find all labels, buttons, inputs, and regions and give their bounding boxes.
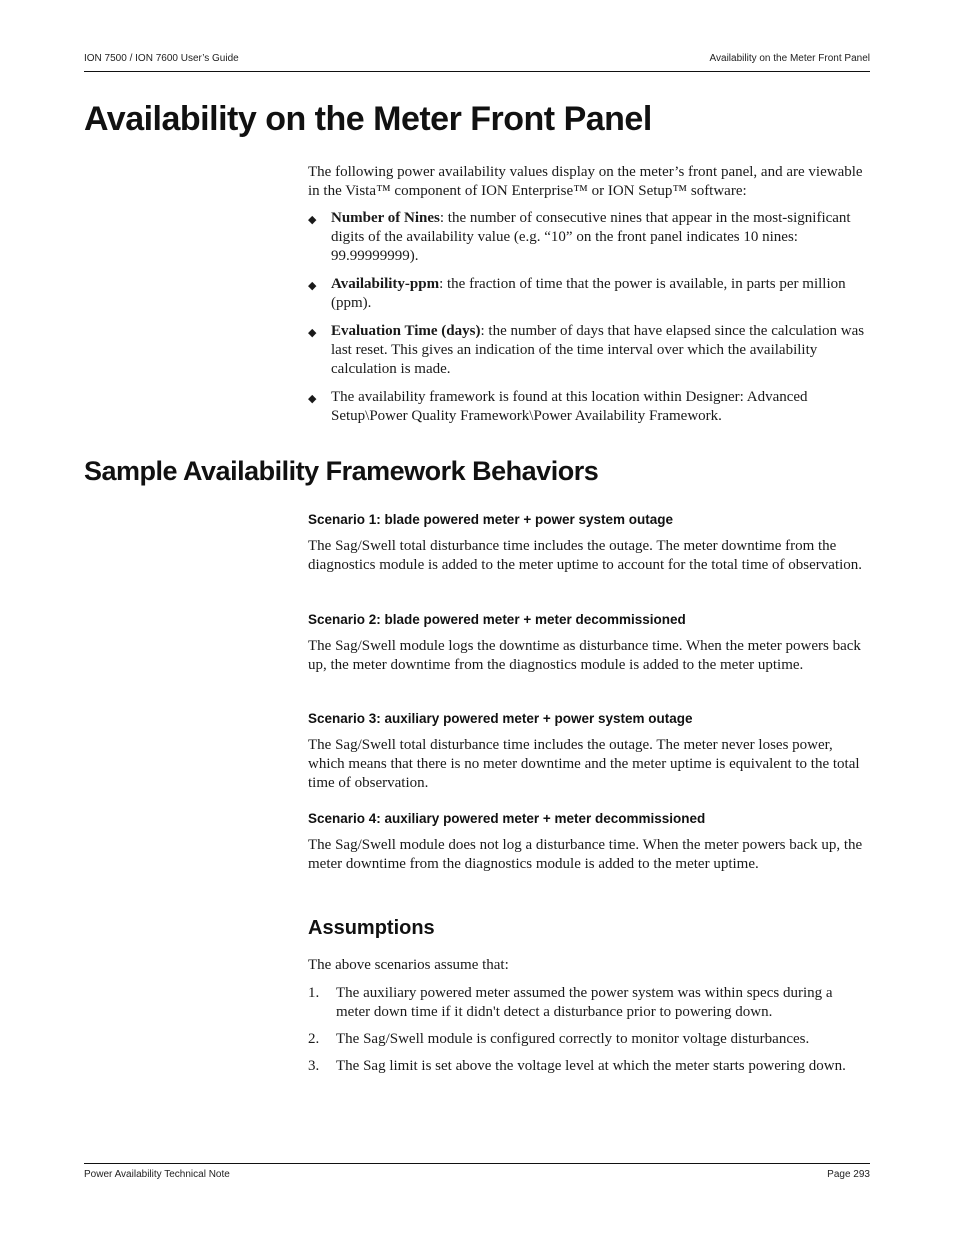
scenario-1-body — [308, 537, 870, 575]
section-title-availability: Availability on the Meter Front Panel — [84, 100, 652, 138]
item-text: The auxiliary powered meter assumed the power system was within specs during a meter down time if it didn't detect a disturbance prior to powering down. — [336, 985, 833, 1020]
scenario-1-heading: Scenario 1: blade powered meter + power system outage — [308, 512, 673, 527]
item-number: 3. — [308, 1058, 320, 1074]
scenario-2-body — [308, 637, 870, 675]
scenario-3-text: The Sag/Swell total disturbance time includes the outage. The meter never loses power, which means that there is no meter downtime and the meter uptime is equivalent to the total time of observation. — [308, 737, 860, 791]
bullet-text: : the fraction of time that the power is available, in parts per million (ppm). — [331, 276, 846, 311]
bullet-text: The availability framework is found at this location within Designer: Advanced Setup\Power Quality Framework\Power Availability Framework. — [331, 389, 808, 424]
item-text: The Sag limit is set above the voltage level at which the meter starts powering down. — [336, 1058, 846, 1074]
scenario-4-heading: Scenario 4: auxiliary powered meter + meter decommissioned — [308, 811, 706, 826]
scenario-2-text: The Sag/Swell module logs the downtime as disturbance time. When the meter powers back up, the meter downtime from the diagnostics module is added to the meter uptime. — [308, 638, 861, 673]
item-text: The Sag/Swell module is configured correctly to monitor voltage disturbances. — [336, 1031, 810, 1047]
list-item — [308, 984, 870, 1022]
scenario-4-body — [308, 836, 870, 874]
diamond-bullet-icon: ◆ — [308, 280, 317, 292]
intro-paragraph: The following power availability values display on the meter’s front panel, and are viewable in the Vista™ component of ION Enterprise™ or ION Setup™ software: — [308, 164, 863, 199]
bullet-text: : the number of days that have elapsed since the calculation was last reset. This gives an indication of the time interval over which the availability calculation is made. — [331, 323, 865, 377]
assumptions-heading: Assumptions — [308, 917, 435, 939]
availability-bullet-list — [308, 209, 870, 426]
footer-page-number: Page 293 — [827, 1169, 870, 1180]
bullet-term: Number of Nines — [331, 210, 440, 226]
list-item — [308, 275, 870, 313]
list-item — [308, 322, 870, 379]
page-header — [84, 53, 870, 72]
header-section-title: Availability on the Meter Front Panel — [709, 53, 870, 64]
header-doc-title: ION 7500 / ION 7600 User’s Guide — [84, 53, 239, 64]
list-item — [308, 209, 870, 266]
item-number: 2. — [308, 1031, 320, 1047]
diamond-bullet-icon: ◆ — [308, 393, 317, 405]
bullet-term: Evaluation Time (days) — [331, 323, 481, 339]
bullet-term: Availability-ppm — [331, 276, 440, 292]
scenario-1-text: The Sag/Swell total disturbance time includes the outage. The meter downtime from the diagnostics module is added to the meter uptime to account for the total time of observation. — [308, 538, 863, 573]
list-item — [308, 388, 870, 426]
diamond-bullet-icon: ◆ — [308, 214, 317, 226]
scenario-2-heading: Scenario 2: blade powered meter + meter decommissioned — [308, 612, 686, 627]
section-title-sample-behaviors: Sample Availability Framework Behaviors — [84, 456, 599, 486]
section1-body — [308, 163, 870, 426]
assumptions-intro: The above scenarios assume that: — [308, 957, 509, 973]
list-item — [308, 1030, 870, 1049]
bullet-text: : the number of consecutive nines that appear in the most-significant digits of the availability value (e.g. “10” on the front panel indicates 10 nines: 99.99999999). — [331, 210, 851, 264]
page-footer — [84, 1163, 870, 1180]
item-number: 1. — [308, 985, 320, 1001]
footer-doc-title: Power Availability Technical Note — [84, 1169, 230, 1180]
assumptions-body — [308, 956, 870, 1076]
assumptions-list — [308, 984, 870, 1076]
scenario-3-heading: Scenario 3: auxiliary powered meter + power system outage — [308, 711, 693, 726]
scenario-4-text: The Sag/Swell module does not log a disturbance time. When the meter powers back up, the meter downtime from the diagnostics module is added to the meter uptime. — [308, 837, 863, 872]
scenario-3-body — [308, 736, 870, 793]
list-item — [308, 1057, 870, 1076]
diamond-bullet-icon: ◆ — [308, 327, 317, 339]
